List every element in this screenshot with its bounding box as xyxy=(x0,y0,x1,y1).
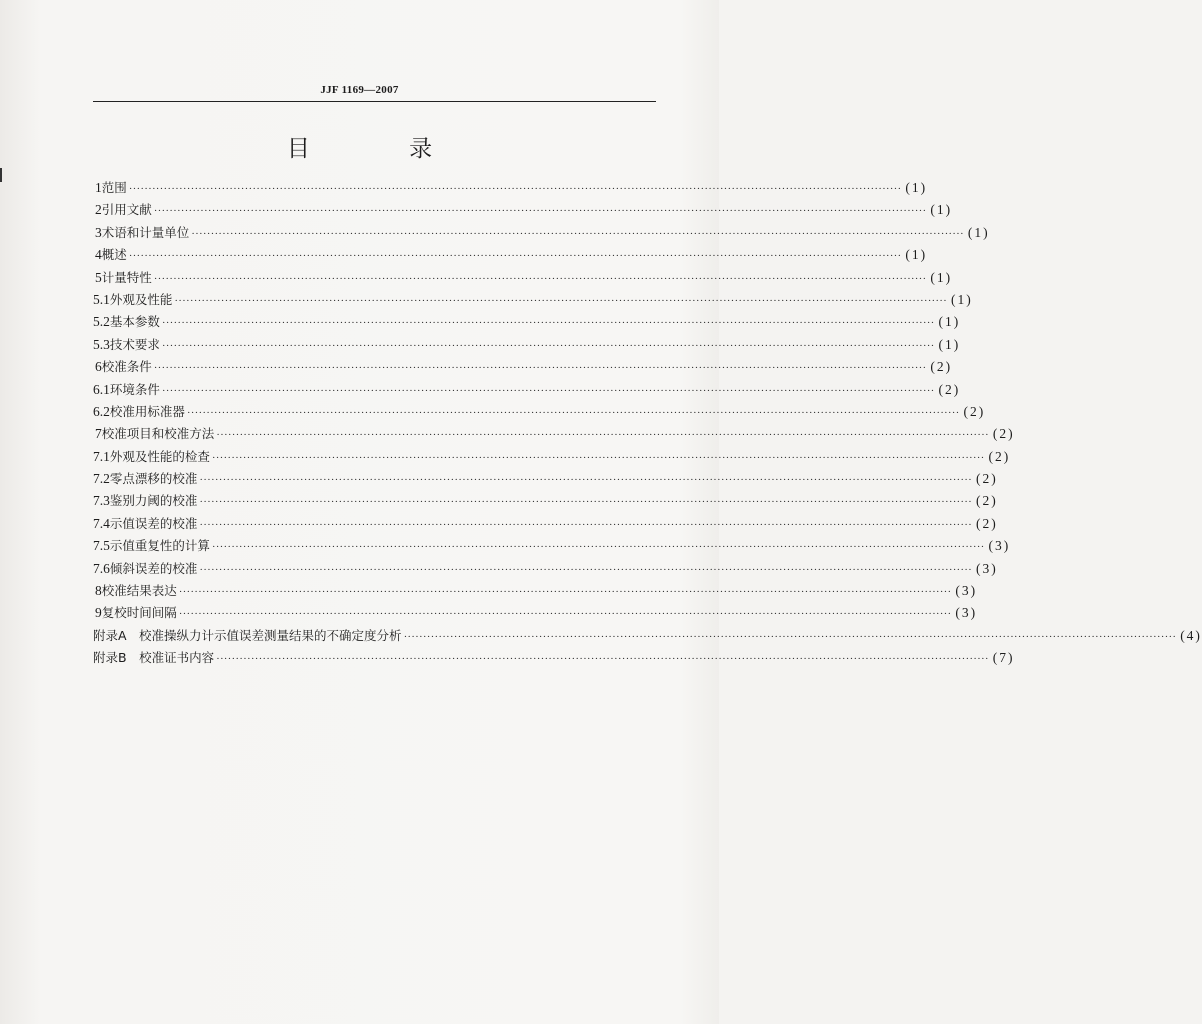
toc-entry-page: (2) xyxy=(938,381,961,397)
header-rule xyxy=(93,101,656,102)
toc-entry-number: 7.3 xyxy=(93,493,110,509)
toc-dot-leader: ········································································································································································································ xyxy=(199,496,973,509)
toc-entry-title: 附录B 校准证书内容 xyxy=(93,650,215,666)
toc-dot-leader: ········································································································································································································ xyxy=(216,653,989,666)
toc-entry-number: 5.2 xyxy=(93,314,110,330)
toc-dot-leader: ········································································································································································································ xyxy=(128,183,902,195)
toc-dot-leader: ········································································································································································································ xyxy=(403,630,1177,643)
toc-dot-leader: ········································································································································································································ xyxy=(216,429,989,442)
toc-entry-number: 6 xyxy=(95,359,102,375)
document-code: JJF 1169—2007 xyxy=(320,84,399,96)
toc-entry-page: (1) xyxy=(967,224,990,240)
toc-dot-leader: ········································································································································································································ xyxy=(161,384,935,397)
toc-dot-leader: ········································································································································································································ xyxy=(199,563,973,576)
toc-entry[interactable] xyxy=(93,491,998,513)
toc-entry-title: 校准条件 xyxy=(101,359,152,375)
toc-entry-page: (2) xyxy=(963,403,986,419)
toc-entry-number: 1 xyxy=(95,180,102,195)
toc-entry[interactable] xyxy=(93,469,998,491)
toc-entry-number: 5.1 xyxy=(93,291,110,307)
toc-entry-number: 4 xyxy=(95,247,102,263)
toc-entry-page: (7) xyxy=(992,650,1015,666)
toc-entry-title: 校准结果表达 xyxy=(101,583,177,599)
toc-dot-leader: ········································································································································································································ xyxy=(199,518,973,531)
toc-entry-number: 5 xyxy=(95,269,102,285)
toc-entry-title: 范围 xyxy=(101,180,127,195)
toc-entry-title: 外观及性能的检查 xyxy=(109,448,210,464)
toc-entry-title: 附录A 校准操纵力计示值误差测量结果的不确定度分析 xyxy=(93,627,402,643)
toc-entry-title: 校准项目和校准方法 xyxy=(101,426,215,442)
toc-entry-number: 7.5 xyxy=(93,538,110,554)
toc-dot-leader: ········································································································································································································ xyxy=(153,362,927,375)
toc-dot-leader: ········································································································································································································ xyxy=(191,227,964,240)
toc-entry-page: (3) xyxy=(976,560,998,576)
toc-entry-title: 环境条件 xyxy=(109,381,160,397)
toc-entry-title: 零点漂移的校准 xyxy=(109,471,198,487)
toc-dot-leader: ········································································································································································································ xyxy=(178,586,952,599)
toc-entry-page: (1) xyxy=(905,247,928,263)
toc-entry-page: (1) xyxy=(938,336,961,352)
toc-entry-title: 鉴别力阈的校准 xyxy=(109,493,198,509)
toc-entry-number: 5.3 xyxy=(93,336,110,352)
toc-entry[interactable] xyxy=(93,245,928,267)
toc-entry-page: (1) xyxy=(930,202,953,218)
toc-entry-page: (3) xyxy=(955,583,978,599)
toc-entry-number: 6.2 xyxy=(93,403,110,419)
toc-entry[interactable] xyxy=(93,447,1011,469)
toc-entry-page: (1) xyxy=(930,269,953,285)
toc-dot-leader: ········································································································································································································ xyxy=(186,406,960,419)
toc-entry-title: 示值误差的校准 xyxy=(109,515,198,531)
toc-dot-leader: ········································································································································································································ xyxy=(153,272,927,285)
toc-entry-title: 基本参数 xyxy=(109,314,160,330)
toc-entry-page: (4) xyxy=(1180,627,1202,643)
toc-entry-number: 3 xyxy=(95,224,102,240)
toc-entry[interactable] xyxy=(93,536,1011,558)
toc-entry-number: 7.1 xyxy=(93,448,110,464)
toc-entry[interactable] xyxy=(93,424,1015,446)
toc-entry-page: (2) xyxy=(976,493,998,509)
toc-entry[interactable] xyxy=(93,335,961,357)
toc-entry[interactable] xyxy=(93,559,998,581)
toc-dot-leader: ········································································································································································································ xyxy=(199,474,973,487)
toc-entry[interactable] xyxy=(93,380,961,402)
toc-entry-page: (2) xyxy=(930,359,953,375)
toc-entry-title: 倾斜误差的校准 xyxy=(109,560,198,576)
toc-entry[interactable] xyxy=(93,603,978,625)
toc-entry-number: 6.1 xyxy=(93,381,110,397)
toc-entry-page: (2) xyxy=(988,448,1011,464)
toc-entry-number: 7 xyxy=(95,426,102,442)
toc-entry[interactable] xyxy=(93,514,998,536)
page-title: 目 录 xyxy=(286,136,479,162)
toc-entry[interactable] xyxy=(93,223,990,245)
toc-entry[interactable] xyxy=(93,178,928,200)
toc-entry-number: 2 xyxy=(95,202,102,218)
toc-entry-title: 术语和计量单位 xyxy=(101,224,190,240)
toc-dot-leader: ········································································································································································································ xyxy=(174,294,948,307)
toc-dot-leader: ········································································································································································································ xyxy=(161,317,935,330)
toc-entry-page: (2) xyxy=(992,426,1015,442)
toc-entry-page: (1) xyxy=(938,314,961,330)
toc-entry[interactable] xyxy=(93,357,953,379)
toc-entry-page: (2) xyxy=(976,471,998,487)
toc-entry-number: 7.6 xyxy=(93,560,110,576)
toc-dot-leader: ········································································································································································································ xyxy=(161,339,935,352)
toc-entry-number: 8 xyxy=(95,583,102,599)
toc-entry[interactable] xyxy=(93,268,953,290)
toc-entry[interactable] xyxy=(93,626,1202,648)
toc-entry-number: 7.4 xyxy=(93,515,110,531)
toc-entry[interactable] xyxy=(93,581,978,603)
toc-entry-number: 9 xyxy=(95,605,102,621)
toc-entry-page: (1) xyxy=(951,291,973,307)
toc-entry[interactable] xyxy=(93,200,953,222)
toc-entry[interactable] xyxy=(93,648,1015,670)
toc-entry-title: 外观及性能 xyxy=(109,291,173,307)
toc-dot-leader: ········································································································································································································ xyxy=(211,541,985,554)
toc-entry-title: 校准用标准器 xyxy=(109,403,185,419)
toc-entry[interactable] xyxy=(93,312,961,334)
toc-entry-number: 7.2 xyxy=(93,471,110,487)
toc-entry-title: 概述 xyxy=(101,247,127,263)
toc-entry[interactable] xyxy=(93,290,973,312)
toc-entry-page: (1) xyxy=(905,180,928,195)
toc-dot-leader: ········································································································································································································ xyxy=(211,451,985,464)
toc-entry-title: 技术要求 xyxy=(109,336,160,352)
toc-entry-title: 复校时间间隔 xyxy=(101,605,177,621)
toc-dot-leader: ········································································································································································································ xyxy=(178,608,952,621)
toc-dot-leader: ········································································································································································································ xyxy=(128,250,902,263)
toc-dot-leader: ········································································································································································································ xyxy=(153,205,927,218)
toc-entry[interactable] xyxy=(93,402,986,424)
toc-entry-page: (3) xyxy=(955,605,978,621)
toc-entry-title: 示值重复性的计算 xyxy=(109,538,210,554)
table-of-contents xyxy=(93,178,1202,671)
toc-entry-page: (3) xyxy=(988,538,1011,554)
toc-entry-title: 引用文献 xyxy=(101,202,152,218)
scan-edge-mark xyxy=(0,168,2,182)
toc-entry-page: (2) xyxy=(976,515,998,531)
toc-entry-title: 计量特性 xyxy=(101,269,152,285)
